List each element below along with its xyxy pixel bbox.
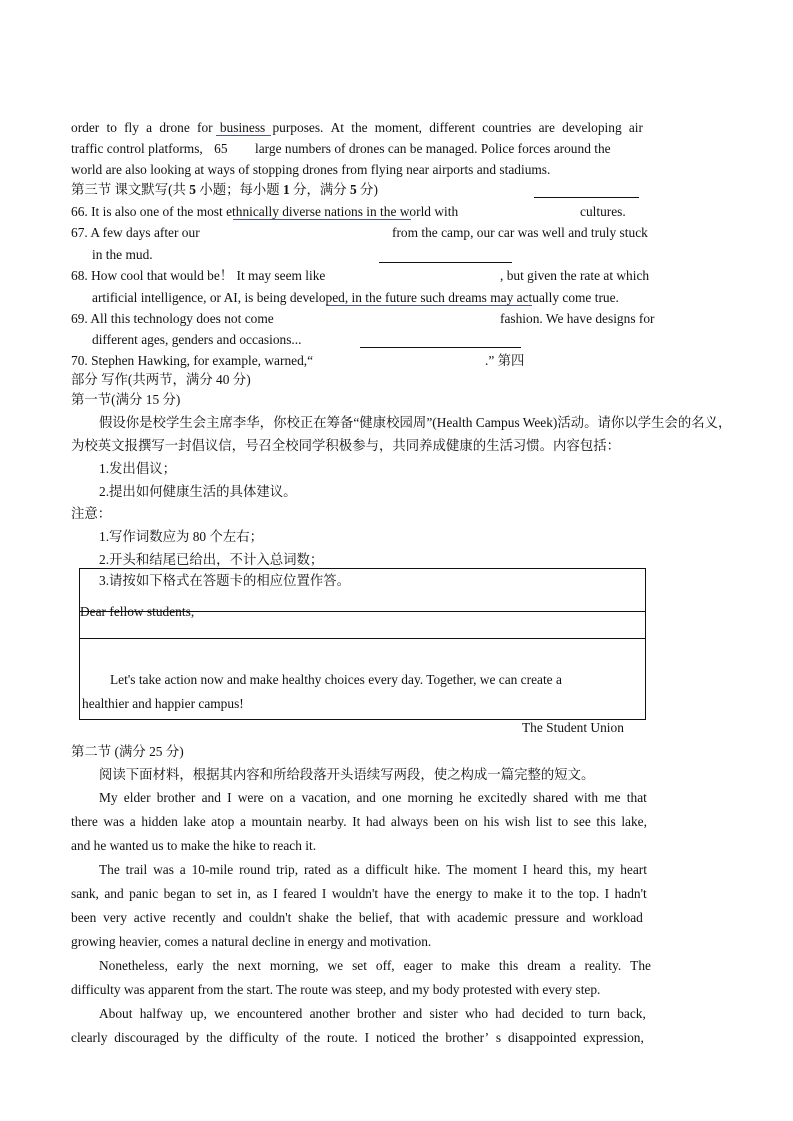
word: that: [626, 790, 647, 805]
word: make: [493, 886, 523, 901]
writing1-prompt-1: 假设你是校学生会主席李华，你校正在筹备“健康校园周”(Health Campus Week)活动。请你以学生会的名义，: [99, 415, 732, 430]
word: the: [212, 958, 229, 973]
question-68-b: , but given the rate at which: [500, 268, 650, 283]
word: I: [604, 886, 610, 901]
word: another: [309, 1006, 350, 1021]
letter-closing-1: Let's take action now and make healthy choices every day. Together, we can create a: [110, 672, 562, 687]
word: the: [303, 1030, 321, 1045]
story-p2-line-4: growing heavier, comes a natural decline in energy and motivation.: [71, 934, 432, 949]
passage-line-1: [71, 119, 643, 137]
word: a: [239, 814, 246, 829]
box-divider-2: [79, 638, 646, 639]
passage-underline-business: [216, 135, 271, 136]
word: purposes.: [272, 120, 324, 135]
word: eager: [403, 958, 433, 973]
word: and: [356, 790, 376, 805]
word: to: [570, 1006, 582, 1021]
word: rated: [303, 862, 331, 877]
word: My: [99, 790, 118, 805]
word: to: [441, 958, 452, 973]
word: decided: [521, 1006, 564, 1021]
word: lake: [183, 814, 206, 829]
writing1-item-2: 2.提出如何健康生活的具体建议。: [99, 484, 297, 499]
question-70-b: .” 第四: [485, 353, 525, 368]
word: shake: [298, 910, 329, 925]
question-67-c: in the mud.: [92, 247, 153, 262]
word: a: [146, 120, 153, 135]
word: were: [237, 790, 264, 805]
word: we: [214, 1006, 230, 1021]
word: are: [538, 120, 555, 135]
word: workload: [592, 910, 643, 925]
word: as: [256, 886, 268, 901]
word: excitedly: [477, 790, 527, 805]
word: there: [71, 814, 98, 829]
word: early: [176, 958, 204, 973]
story-p1-line-3: and he wanted us to make the hike to reach it.: [71, 838, 317, 853]
word: me: [604, 790, 621, 805]
word: active: [133, 910, 166, 925]
word: we: [327, 958, 344, 973]
word: clearly: [71, 1030, 108, 1045]
word: brother: [357, 1006, 396, 1021]
question-66-b: cultures.: [580, 204, 626, 219]
question-68-c: artificial intelligence, or AI, is being developed, in the future such dreams may actually come true.: [92, 290, 619, 305]
word: noticed: [375, 1030, 416, 1045]
word: halfway: [139, 1006, 183, 1021]
word: on: [464, 814, 478, 829]
word: vacation,: [301, 790, 351, 805]
word: set: [352, 958, 367, 973]
word: this,: [568, 862, 592, 877]
word: At: [330, 120, 345, 135]
word: have: [383, 886, 409, 901]
word: panic: [129, 886, 159, 901]
word: shared: [533, 790, 569, 805]
word: heard: [533, 862, 563, 877]
question-67-b: from the camp, our car was well and truly stuck: [392, 225, 648, 240]
word: a: [179, 862, 186, 877]
word: dream: [527, 958, 561, 973]
letter-greeting: Dear fellow students,: [80, 604, 195, 619]
word: a: [129, 814, 136, 829]
word: I: [321, 886, 327, 901]
word: off,: [375, 958, 395, 973]
word: top.: [578, 886, 600, 901]
word: Nonetheless,: [99, 958, 168, 973]
writing1-note-1: 1.写作词数应为 80 个左右；: [99, 529, 264, 544]
story-p3-line-1: [99, 957, 651, 975]
word: set: [216, 886, 232, 901]
passage-line-2: [71, 140, 228, 158]
word: I: [364, 1030, 370, 1045]
word: as: [336, 862, 348, 877]
word: lake,: [621, 814, 647, 829]
word: elder: [123, 790, 151, 805]
question-69-a: 69. All this technology does not come: [71, 311, 274, 326]
word: business: [219, 120, 266, 135]
word: very: [103, 910, 127, 925]
word: he: [459, 790, 472, 805]
question-69-b: fashion. We have designs for: [500, 311, 655, 326]
word: to: [106, 120, 117, 135]
word: I: [522, 862, 528, 877]
question-67-a: 67. A few days after our: [71, 225, 200, 240]
word: I: [273, 886, 278, 901]
word: round: [239, 862, 271, 877]
word: sank,: [71, 886, 99, 901]
word: disappointed: [507, 1030, 577, 1045]
word: nearby.: [307, 814, 347, 829]
word: drone: [159, 120, 190, 135]
word: The: [446, 862, 468, 877]
word: trip,: [276, 862, 299, 877]
word: who: [464, 1006, 489, 1021]
answer-blank-69[interactable]: [360, 347, 521, 348]
question-69-c: different ages, genders and occasions...: [92, 332, 302, 347]
word: mountain: [251, 814, 303, 829]
word: to: [541, 886, 552, 901]
word: brother’: [445, 1030, 490, 1045]
word: the: [351, 120, 368, 135]
word: I: [227, 790, 232, 805]
word: hidden: [141, 814, 178, 829]
story-p3-line-2: difficulty was apparent from the start. The route was steep, and my body protested with every step.: [71, 982, 601, 997]
word: always: [390, 814, 429, 829]
word: and: [201, 790, 221, 805]
word: next: [237, 958, 261, 973]
word: it: [528, 886, 536, 901]
word: morning: [407, 790, 453, 805]
word: was: [103, 814, 125, 829]
word: with: [574, 790, 599, 805]
passage-line-2-a: traffic control platforms,: [71, 141, 203, 156]
word: to: [557, 814, 569, 829]
word: wish: [504, 814, 531, 829]
word: morning,: [269, 958, 319, 973]
blank-65-number: 65: [214, 141, 228, 156]
letter-signature: The Student Union: [522, 720, 624, 735]
writing2-heading: 第二节 (满分 25 分): [71, 744, 184, 759]
word: developing: [562, 120, 622, 135]
word: The: [99, 862, 120, 877]
word: the: [414, 886, 431, 901]
word: encountered: [236, 1006, 303, 1021]
story-p1-line-1: [99, 789, 647, 807]
word: About: [99, 1006, 133, 1021]
writing1-item-1: 1.发出倡议；: [99, 461, 176, 476]
word: fly: [124, 120, 139, 135]
word: had: [365, 814, 386, 829]
writing1-heading: 第一节(满分 15 分): [71, 392, 181, 407]
word: difficulty: [229, 1030, 279, 1045]
word: been: [433, 814, 459, 829]
writing1-note-3: 3.请按如下格式在答题卡的相应位置作答。: [99, 573, 351, 588]
question-66-a: 66. It is also one of the most ethnically diverse nations in the world with: [71, 204, 459, 219]
word: heart: [620, 862, 647, 877]
question-70-a: 70. Stephen Hawking, for example, warned,“: [71, 353, 314, 368]
answer-blank-top[interactable]: [534, 197, 639, 198]
word: the: [335, 910, 352, 925]
word: difficult: [365, 862, 409, 877]
story-p2-line-1: [99, 861, 647, 879]
word: and: [222, 910, 242, 925]
word: and: [566, 910, 586, 925]
word: reality.: [584, 958, 622, 973]
word: hike.: [414, 862, 441, 877]
writing2-instruction: 阅读下面材料，根据其内容和所给段落开头语续写两段，使之构成一篇完整的短文。: [99, 767, 595, 782]
story-p4-line-1: [99, 1005, 646, 1023]
word: recently: [172, 910, 216, 925]
writing1-note-2: 2.开头和结尾已给出，不计入总词数；: [99, 552, 324, 567]
passage-line-2b: large numbers of drones can be managed. Police forces around the: [255, 141, 611, 156]
word: see: [573, 814, 591, 829]
word: order: [71, 120, 100, 135]
word: route.: [326, 1030, 358, 1045]
word: one: [382, 790, 402, 805]
word: a: [569, 958, 576, 973]
word: his: [483, 814, 500, 829]
word: for: [197, 120, 213, 135]
word: countries: [482, 120, 532, 135]
word: atop: [211, 814, 235, 829]
word: began: [163, 886, 196, 901]
writing1-prompt-2: 为校英文报撰写一封倡议信，号召全校同学积极参与，共同养成健康的生活习惯。内容包括：: [71, 438, 621, 453]
story-p2-line-2: [71, 885, 647, 903]
part4-heading: 部分 写作(共两节，满分 40 分): [71, 372, 251, 387]
word: to: [201, 886, 212, 901]
word: expression,: [583, 1030, 644, 1045]
word: energy: [436, 886, 473, 901]
word: moment,: [374, 120, 423, 135]
word: hadn't: [614, 886, 647, 901]
word: back,: [617, 1006, 646, 1021]
q68-underline: [326, 305, 532, 306]
word: had: [495, 1006, 515, 1021]
story-p1-line-2: [71, 813, 647, 831]
word: different: [429, 120, 476, 135]
word: moment: [473, 862, 517, 877]
word: It: [352, 814, 361, 829]
word: couldn't: [248, 910, 292, 925]
word: this: [498, 958, 519, 973]
word: in,: [237, 886, 252, 901]
word: by: [185, 1030, 200, 1045]
letter-closing-2: healthier and happier campus!: [82, 696, 244, 711]
word: of: [285, 1030, 297, 1045]
word: this: [596, 814, 616, 829]
word: my: [597, 862, 615, 877]
word: trail: [125, 862, 148, 877]
word: been: [71, 910, 97, 925]
question-68-a: 68. How cool that would be！ It may seem like: [71, 268, 326, 283]
word: up,: [190, 1006, 207, 1021]
section3-heading: 第三节 课文默写(共 5 小题；每小题 1 分，满分 5 分): [71, 182, 378, 197]
word: turn: [588, 1006, 610, 1021]
story-p2-line-3: [71, 909, 643, 927]
word: air: [628, 120, 643, 135]
writing1-note-label: 注意：: [71, 506, 112, 521]
word: s: [495, 1030, 502, 1045]
q66-underline: [233, 219, 411, 220]
word: that: [399, 910, 420, 925]
word: and: [104, 886, 124, 901]
word: the: [206, 1030, 223, 1045]
word: sister: [429, 1006, 458, 1021]
word: to: [477, 886, 489, 901]
word: make: [460, 958, 490, 973]
word: on: [269, 790, 284, 805]
word: pressure: [514, 910, 560, 925]
word: The: [630, 958, 651, 973]
word: with: [426, 910, 451, 925]
word: 10-mile: [191, 862, 234, 877]
word: wouldn't: [331, 886, 379, 901]
word: brother: [156, 790, 196, 805]
word: list: [535, 814, 553, 829]
passage-line-3: world are also looking at ways of stopping drones from flying near airports and stadiums.: [71, 162, 551, 177]
word: the: [556, 886, 574, 901]
word: a: [289, 790, 296, 805]
word: the: [422, 1030, 439, 1045]
word: and: [402, 1006, 423, 1021]
word: belief,: [358, 910, 393, 925]
word: feared: [283, 886, 317, 901]
answer-blank-67[interactable]: [379, 262, 512, 263]
word: academic: [457, 910, 508, 925]
story-p4-line-2: [71, 1029, 644, 1047]
word: discouraged: [114, 1030, 179, 1045]
word: was: [153, 862, 174, 877]
word: a: [353, 862, 360, 877]
